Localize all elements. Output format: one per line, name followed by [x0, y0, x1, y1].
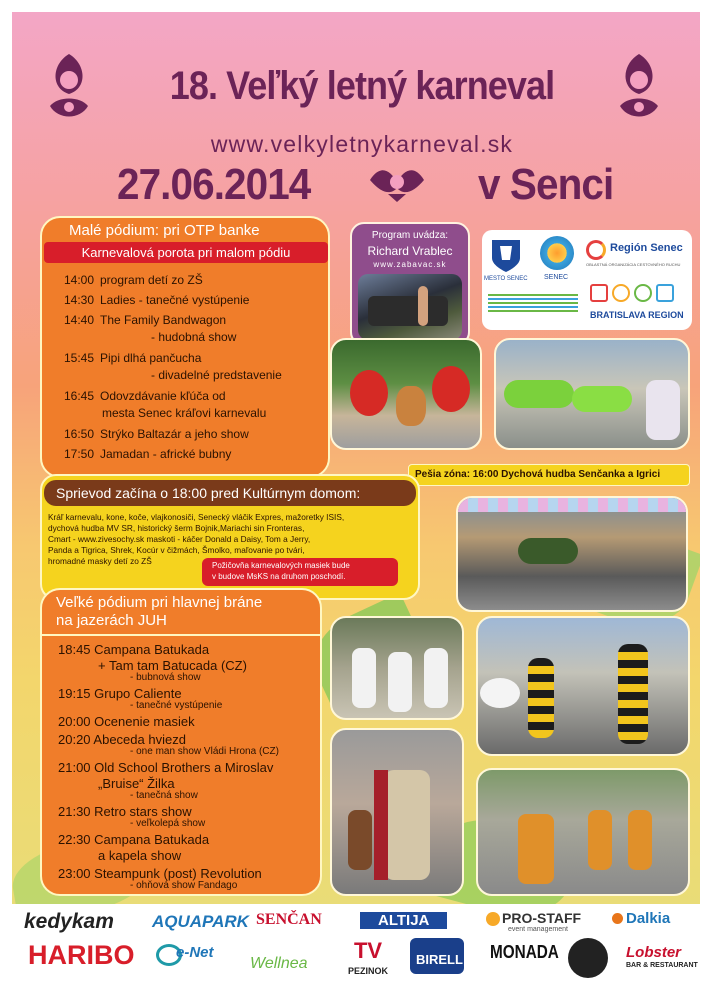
- photo-mascots: [330, 338, 482, 450]
- parade-line: dychová hudba MV SR, historický šerm Bojnik,Mariachi sin Fronteras,: [48, 523, 305, 533]
- ride-logo-icon: [568, 938, 608, 978]
- mask-rental-line-1: Požičovňa karnevalových masiek bude: [212, 561, 350, 570]
- website-url[interactable]: www.velkyletnykarneval.sk: [210, 131, 514, 157]
- big-schedule-row: 20:20 Abeceda hviezd: [58, 732, 186, 747]
- sponsor-sencan[interactable]: SENČAN: [256, 911, 322, 928]
- parade-line: hromadné masky detí zo ZŠ: [48, 556, 152, 566]
- sponsor-pezinok[interactable]: PEZINOK: [348, 966, 389, 976]
- sponsor-dalkia[interactable]: Dalkia: [626, 910, 671, 927]
- page-title: 18. Veľký letný karneval: [169, 64, 555, 108]
- schedule-time: 14:40: [64, 313, 95, 327]
- big-schedule-row: 23:00 Steampunk (post) Revolution: [58, 866, 262, 881]
- big-stage-title-line-1: Veľké pódium pri hlavnej bráne: [56, 594, 263, 611]
- moderator-photo: [358, 274, 462, 340]
- big-schedule-detail: - one man show Vládi Hrona (CZ): [130, 746, 279, 757]
- big-schedule-detail: - veľkolepá show: [130, 818, 206, 829]
- moderator-label: Program uvádza:: [371, 230, 449, 241]
- big-schedule-row: 19:15 Grupo Caliente: [58, 686, 182, 701]
- info-senec-label: SENEC: [544, 274, 569, 281]
- big-schedule-row: 22:30 Campana Batukada: [58, 832, 210, 847]
- photo-king: [330, 728, 464, 896]
- big-schedule-row-cont: a kapela show: [98, 848, 182, 863]
- big-schedule-detail: - ohňová show Fandago: [130, 880, 238, 891]
- parade-line: Cmart - www.zivesochy.sk maskoti - káčer Donald a Daisy, Tom a Jerry,: [48, 534, 311, 544]
- schedule-act-detail: mesta Senec kráľovi karnevalu: [102, 406, 267, 420]
- event-date: 27.06.2014: [117, 160, 311, 209]
- mask-rental-line-2: v budove MsKS na druhom poschodí.: [212, 572, 346, 581]
- schedule-act-detail: - hudobná show: [151, 330, 237, 344]
- big-schedule-row-cont: + Tam tam Batucada (CZ): [98, 658, 247, 673]
- big-schedule-row: 20:00 Ocenenie masiek: [58, 714, 195, 729]
- schedule-act: Odovzdávanie kľúča od: [100, 389, 226, 403]
- jury-bar: Karnevalová porota pri malom pódiu: [44, 242, 328, 263]
- info-logo-icon: [540, 236, 574, 270]
- sponsor-birell[interactable]: BIRELL: [416, 952, 463, 967]
- ornament-center-icon: [366, 162, 428, 204]
- sponsor-lobster[interactable]: Lobster: [626, 944, 682, 961]
- sponsor-prostaff[interactable]: PRO-STAFF: [502, 910, 582, 926]
- pezinok-icon: TV: [353, 938, 383, 963]
- sponsor-haribo[interactable]: HARIBO: [28, 940, 135, 970]
- big-schedule-detail: - bubnová show: [130, 672, 201, 683]
- bratislava-icons: [590, 284, 686, 304]
- big-stage-title-line-2: na jazerách JUH: [56, 612, 167, 629]
- ornament-right-icon: [616, 50, 662, 128]
- senec-coat-of-arms-icon: [490, 238, 522, 274]
- schedule-time: 16:45: [64, 389, 95, 403]
- schedule-row: [64, 427, 249, 442]
- schedule-row: [64, 273, 203, 288]
- big-stage-divider: [40, 634, 322, 636]
- prostaff-icon: [486, 912, 500, 926]
- sponsor-prostaff-sub: event management: [508, 926, 568, 933]
- big-schedule-row: 21:30 Retro stars show: [58, 804, 192, 819]
- ornament-left-icon: [46, 50, 92, 128]
- poster: [12, 12, 700, 904]
- sponsor-lobster-sub: BAR & RESTAURANT: [626, 962, 698, 969]
- moderator-site[interactable]: www.zabavac.sk: [373, 260, 447, 269]
- schedule-row: [64, 447, 231, 462]
- dalkia-icon: [612, 913, 623, 924]
- bratislava-region-label: BRATISLAVA REGION: [590, 310, 684, 320]
- schedule-time: 16:50: [64, 427, 95, 441]
- big-schedule-row-cont: „Bruise“ Žilka: [98, 776, 175, 791]
- schedule-act: Jamadan - africké bubny: [100, 447, 232, 461]
- schedule-row: [64, 293, 249, 308]
- schedule-time: 15:45: [64, 351, 95, 365]
- schedule-row: [64, 351, 201, 366]
- schedule-time: 17:50: [64, 447, 95, 461]
- schedule-row: [64, 313, 226, 328]
- schedule-time: 14:00: [64, 273, 95, 287]
- region-sub-label: OBLASTNÁ ORGANIZÁCIA CESTOVNÉHO RUCHU: [586, 262, 681, 267]
- schedule-act: Ladies - tanečné vystúpenie: [100, 293, 250, 307]
- moderator-box: [350, 222, 470, 346]
- sponsor-wellnea[interactable]: Wellnea: [250, 955, 308, 972]
- sponsor-enet[interactable]: e-Net: [176, 944, 214, 961]
- photo-children-parade: [476, 768, 690, 896]
- event-place: v Senci: [478, 160, 614, 209]
- region-heart-icon: [586, 240, 606, 260]
- pedestrian-zone-bar: Pešia zóna: 16:00 Dychová hudba Senčanka a Igrici: [408, 464, 690, 486]
- small-stage-title: Malé pódium: pri OTP banke: [69, 222, 260, 239]
- parade-line: Kráľ karnevalu, kone, koče, vlajkonosiči, Senecký vláčik Expres, mažoretky ISIS,: [48, 512, 345, 522]
- schedule-row: [64, 389, 226, 404]
- sponsor-kedykam[interactable]: kedykam: [24, 910, 114, 933]
- region-senec-label: Región Senec: [610, 242, 683, 254]
- sponsor-monada[interactable]: MONADA: [490, 942, 559, 962]
- big-schedule-detail: - tanečné vystúpenie: [130, 700, 223, 711]
- schedule-act: Pipi dlhá pančucha: [100, 351, 202, 365]
- moderator-name: Richard Vrablec: [367, 244, 453, 258]
- photo-parade: [456, 496, 688, 612]
- parade-line: Panda a Tigrica, Shrek, Kocúr v čižmách, Šmolko, maľovanie po tvári,: [48, 545, 305, 555]
- big-schedule-row: 21:00 Old School Brothers a Miroslav: [58, 760, 274, 775]
- schedule-act-detail: - divadelné predstavenie: [151, 368, 282, 382]
- color-stripes: [488, 294, 578, 314]
- schedule-time: 14:30: [64, 293, 95, 307]
- big-schedule-detail: - tanečná show: [130, 790, 198, 801]
- schedule-act: Strýko Baltazár a jeho show: [100, 427, 249, 441]
- schedule-act: The Family Bandwagon: [100, 313, 227, 327]
- photo-white-costumes: [330, 616, 464, 720]
- partner-logos: [482, 230, 692, 330]
- sponsor-altija[interactable]: ALTIJA: [360, 912, 447, 929]
- parade-title: Sprievod začína o 18:00 pred Kultúrnym domom:: [56, 485, 361, 501]
- schedule-act: program detí zo ZŠ: [100, 273, 203, 287]
- sponsor-aquapark[interactable]: AQUAPARK: [152, 912, 249, 931]
- mesto-senec-label: MESTO SENEC: [484, 276, 528, 282]
- photo-bees: [476, 616, 690, 756]
- photo-green-costumes: [494, 338, 690, 450]
- big-schedule-row: 18:45 Campana Batukada: [58, 642, 210, 657]
